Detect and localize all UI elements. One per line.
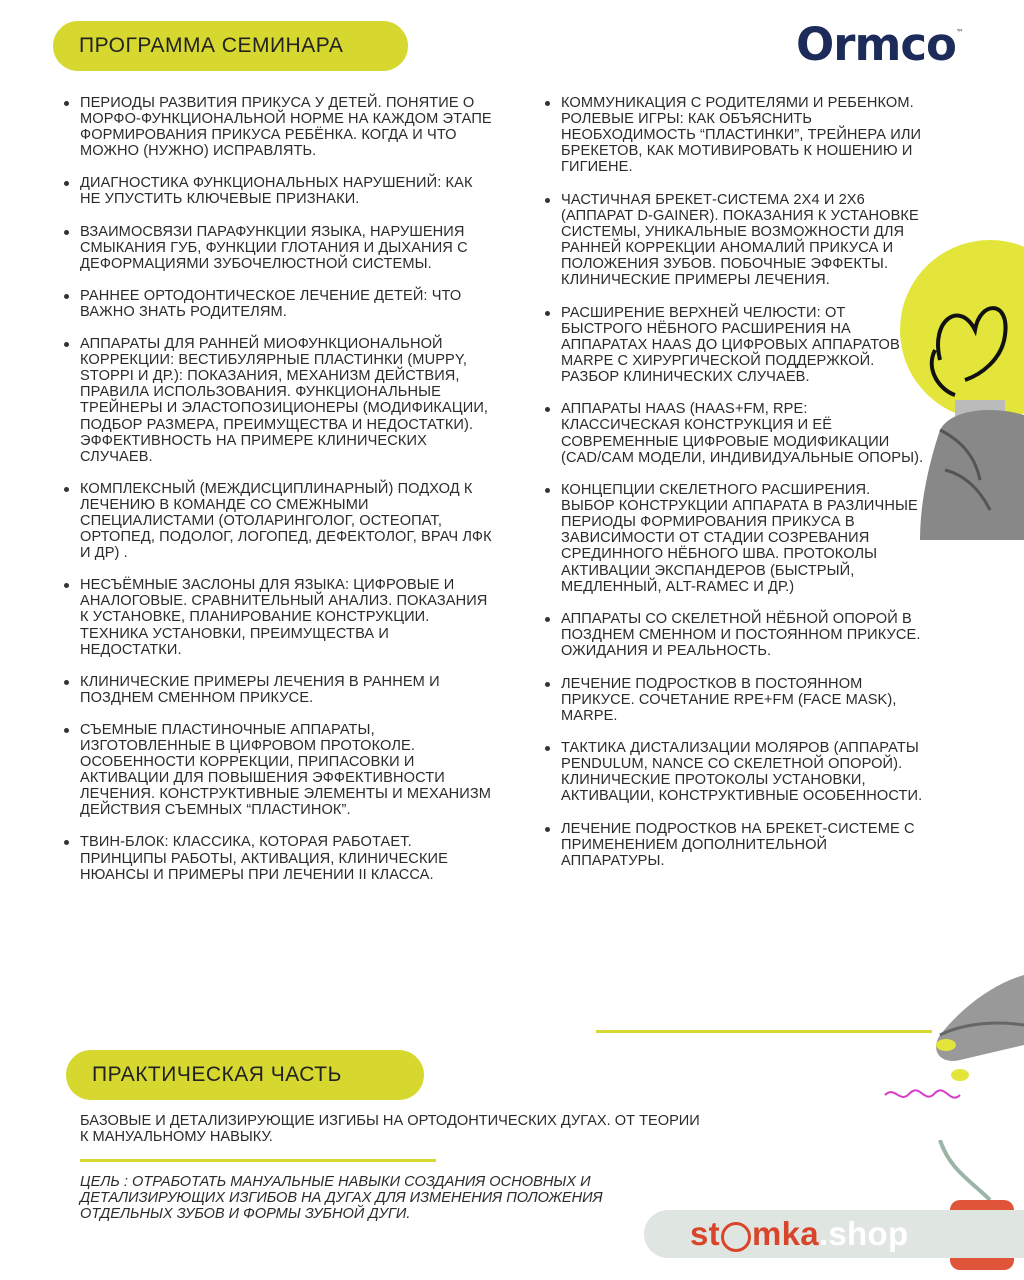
list-item: ТАКТИКА ДИСТАЛИЗАЦИИ МОЛЯРОВ (АППАРАТЫ PENDULUM, NANCE СО СКЕЛЕТНОЙ ОПОРОЙ). КЛИНИЧЕСКИЕ ПРОТОКОЛЫ УСТАНОВКИ, АКТИВАЦИИ, КОНСТРУКТИВНЫЕ ОСОБЕННОСТИ.	[545, 740, 925, 804]
list-item: ПЕРИОДЫ РАЗВИТИЯ ПРИКУСА У ДЕТЕЙ. ПОНЯТИЕ О МОРФО-ФУНКЦИОНАЛЬНОЙ НОРМЕ НА КАЖДОМ ЭТАПЕ ФОРМИРОВАНИЯ ПРИКУСА РЕБЁНКА. КОГДА И ЧТО МОЖНО (НУЖНО) ИСПРАВЛЯТЬ.	[64, 95, 494, 159]
list-item: ВЗАИМОСВЯЗИ ПАРАФУНКЦИИ ЯЗЫКА, НАРУШЕНИЯ СМЫКАНИЯ ГУБ, ФУНКЦИИ ГЛОТАНИЯ И ДЫХАНИЯ С ДЕФОРМАЦИЯМИ ЗУБОЧЕЛЮСТНОЙ СИСТЕМЫ.	[64, 224, 494, 272]
lightbulb-hand-illustration	[880, 240, 1024, 540]
program-title-pill	[53, 21, 408, 71]
program-list-left	[64, 95, 494, 899]
list-item: АППАРАТЫ ДЛЯ РАННЕЙ МИОФУНКЦИОНАЛЬНОЙ КОРРЕКЦИИ: ВЕСТИБУЛЯРНЫЕ ПЛАСТИНКИ (MUPPY, STOPPI И ДР.): ПОКАЗАНИЯ, МЕХАНИЗМ ДЕЙСТВИЯ, ПРАВИЛА ИСПОЛЬЗОВАНИЯ. ФУНКЦИОНАЛЬНЫЕ ТРЕЙНЕРЫ И ЭЛАСТОПОЗИЦИОНЕРЫ (МОДИФИКАЦИИ, ПОДБОР РАЗМЕРА, ПРЕИМУЩЕСТВА И НЕДОСТАТКИ). ЭФФЕКТИВНОСТЬ НА ПРИМЕРЕ КЛИНИЧЕСКИХ СЛУЧАЕВ.	[64, 336, 494, 465]
list-item: РАННЕЕ ОРТОДОНТИЧЕСКОЕ ЛЕЧЕНИЕ ДЕТЕЙ: ЧТО ВАЖНО ЗНАТЬ РОДИТЕЛЯМ.	[64, 288, 494, 320]
practice-title: ПРАКТИЧЕСКАЯ ЧАСТЬ	[92, 1063, 342, 1086]
list-item: НЕСЪЁМНЫЕ ЗАСЛОНЫ ДЛЯ ЯЗЫКА: ЦИФРОВЫЕ И АНАЛОГОВЫЕ. СРАВНИТЕЛЬНЫЙ АНАЛИЗ. ПОКАЗАНИЯ К УСТАНОВКЕ, ПЛАНИРОВАНИЕ КОНСТРУКЦИИ. ТЕХНИКА УСТАНОВКИ, ПРЕИМУЩЕСТВА И НЕДОСТАТКИ.	[64, 577, 494, 657]
list-item: КОНЦЕПЦИИ СКЕЛЕТНОГО РАСШИРЕНИЯ. ВЫБОР КОНСТРУКЦИИ АППАРАТА В РАЗЛИЧНЫЕ ПЕРИОДЫ ФОРМИРОВАНИЯ ПРИКУСА В ЗАВИСИМОСТИ ОТ СТАДИИ СОЗРЕВАНИЯ СРЕДИННОГО НЁБНОГО ШВА. ПРОТОКОЛЫ АКТИВАЦИИ ЭКСПАНДЕРОВ (БЫСТРЫЙ, МЕДЛЕННЫЙ, ALT-RAMEC И ДР.)	[545, 482, 925, 595]
ormco-logo: Ormco™	[796, 18, 963, 71]
list-item: ТВИН-БЛОК: КЛАССИКА, КОТОРАЯ РАБОТАЕТ. ПРИНЦИПЫ РАБОТЫ, АКТИВАЦИЯ, КЛИНИЧЕСКИЕ НЮАНСЫ И ПРИМЕРЫ ПРИ ЛЕЧЕНИИ II КЛАССА.	[64, 834, 494, 882]
list-item: ЛЕЧЕНИЕ ПОДРОСТКОВ НА БРЕКЕТ-СИСТЕМЕ С ПРИМЕНЕНИЕМ ДОПОЛНИТЕЛЬНОЙ АППАРАТУРЫ.	[545, 821, 925, 869]
program-title: ПРОГРАММА СЕМИНАРА	[79, 34, 344, 57]
list-item: КОММУНИКАЦИЯ С РОДИТЕЛЯМИ И РЕБЕНКОМ. РОЛЕВЫЕ ИГРЫ: КАК ОБЪЯСНИТЬ НЕОБХОДИМОСТЬ “ПЛАСТИНКИ”, ТРЕЙНЕРА ИЛИ БРЕКЕТОВ, КАК МОТИВИРОВАТЬ К НОШЕНИЮ И ГИГИЕНЕ.	[545, 95, 925, 175]
list-item: АППАРАТЫ СО СКЕЛЕТНОЙ НЁБНОЙ ОПОРОЙ В ПОЗДНЕМ СМЕННОМ И ПОСТОЯННОМ ПРИКУСЕ. ОЖИДАНИЯ И РЕАЛЬНОСТЬ.	[545, 611, 925, 659]
list-item: КОМПЛЕКСНЫЙ (МЕЖДИСЦИПЛИНАРНЫЙ) ПОДХОД К ЛЕЧЕНИЮ В КОМАНДЕ СО СМЕЖНЫМИ СПЕЦИАЛИСТАМИ (ОТОЛАРИНГОЛОГ, ОСТЕОПАТ, ОРТОПЕД, ПОДОЛОГ, ЛОГОПЕД, ДЕФЕКТОЛОГ, ВРАЧ ЛФК И ДР) .	[64, 481, 494, 561]
practice-description: БАЗОВЫЕ И ДЕТАЛИЗИРУЮЩИЕ ИЗГИБЫ НА ОРТОДОНТИЧЕСКИХ ДУГАХ. ОТ ТЕОРИИ К МАНУАЛЬНОМУ НАВЫКУ.	[80, 1113, 700, 1146]
divider-line	[80, 1159, 436, 1162]
practice-title-pill	[66, 1050, 424, 1100]
list-item: РАСШИРЕНИЕ ВЕРХНЕЙ ЧЕЛЮСТИ: ОТ БЫСТРОГО НЁБНОГО РАСШИРЕНИЯ НА АППАРАТАХ HAAS ДО ЦИФРОВЫХ АППАРАТОВ MARPE С ХИРУРГИЧЕСКОЙ ПОДДЕРЖКОЙ. РАЗБОР КЛИНИЧЕСКИХ СЛУЧАЕВ.	[545, 305, 925, 385]
list-item: ЛЕЧЕНИЕ ПОДРОСТКОВ В ПОСТОЯННОМ ПРИКУСЕ. СОЧЕТАНИЕ RPE+FM (FACE MASK), MARPE.	[545, 676, 925, 724]
list-item: СЪЕМНЫЕ ПЛАСТИНОЧНЫЕ АППАРАТЫ, ИЗГОТОВЛЕННЫЕ В ЦИФРОВОМ ПРОТОКОЛЕ. ОСОБЕННОСТИ КОРРЕКЦИИ, ПРИПАСОВКИ И АКТИВАЦИИ ДЛЯ ПОВЫШЕНИЯ ЭФФЕКТИВНОСТИ ЛЕЧЕНИЯ. КОНСТРУКТИВНЫЕ ЭЛЕМЕНТЫ И МЕХАНИЗМ ДЕЙСТВИЯ СЪЕМНЫХ “ПЛАСТИНОК”.	[64, 722, 494, 819]
program-list-right	[545, 95, 925, 885]
tooth-icon	[721, 1222, 751, 1252]
list-item: ЧАСТИЧНАЯ БРЕКЕТ-СИСТЕМА 2Х4 И 2Х6 (АППАРАТ D-GAINER). ПОКАЗАНИЯ К УСТАНОВКЕ СИСТЕМЫ, УНИКАЛЬНЫЕ ВОЗМОЖНОСТИ ДЛЯ РАННЕЙ КОРРЕКЦИИ АНОМАЛИЙ ПРИКУСА И ПОЛОЖЕНИЯ ЗУБОВ. ПОБОЧНЫЕ ЭФФЕКТЫ. КЛИНИЧЕСКИЕ ПРИМЕРЫ ЛЕЧЕНИЯ.	[545, 192, 925, 289]
practice-goal: ЦЕЛЬ : ОТРАБОТАТЬ МАНУАЛЬНЫЕ НАВЫКИ СОЗДАНИЯ ОСНОВНЫХ И ДЕТАЛИЗИРУЮЩИХ ИЗГИБОВ НА ДУГАХ ДЛЯ ИЗМЕНЕНИЯ ПОЛОЖЕНИЯ ОТДЕЛЬНЫХ ЗУБОВ И ФОРМЫ ЗУБНОЙ ДУГИ.	[80, 1174, 603, 1223]
list-item: ДИАГНОСТИКА ФУНКЦИОНАЛЬНЫХ НАРУШЕНИЙ: КАК НЕ УПУСТИТЬ КЛЮЧЕВЫЕ ПРИЗНАКИ.	[64, 175, 494, 207]
list-item: КЛИНИЧЕСКИЕ ПРИМЕРЫ ЛЕЧЕНИЯ В РАННЕМ И ПОЗДНЕМ СМЕННОМ ПРИКУСЕ.	[64, 674, 494, 706]
list-item: АППАРАТЫ HAAS (HAAS+FM, RPE: КЛАССИЧЕСКАЯ КОНСТРУКЦИЯ И ЕЁ СОВРЕМЕННЫЕ ЦИФРОВЫЕ МОДИФИКАЦИИ (CAD/CAM МОДЕЛИ, ИНДИВИДУАЛЬНЫЕ ОПОРЫ).	[545, 401, 925, 465]
hand-with-pliers-illustration	[880, 965, 1024, 1115]
stomka-shop-logo: st mka .shop	[644, 1210, 1024, 1258]
